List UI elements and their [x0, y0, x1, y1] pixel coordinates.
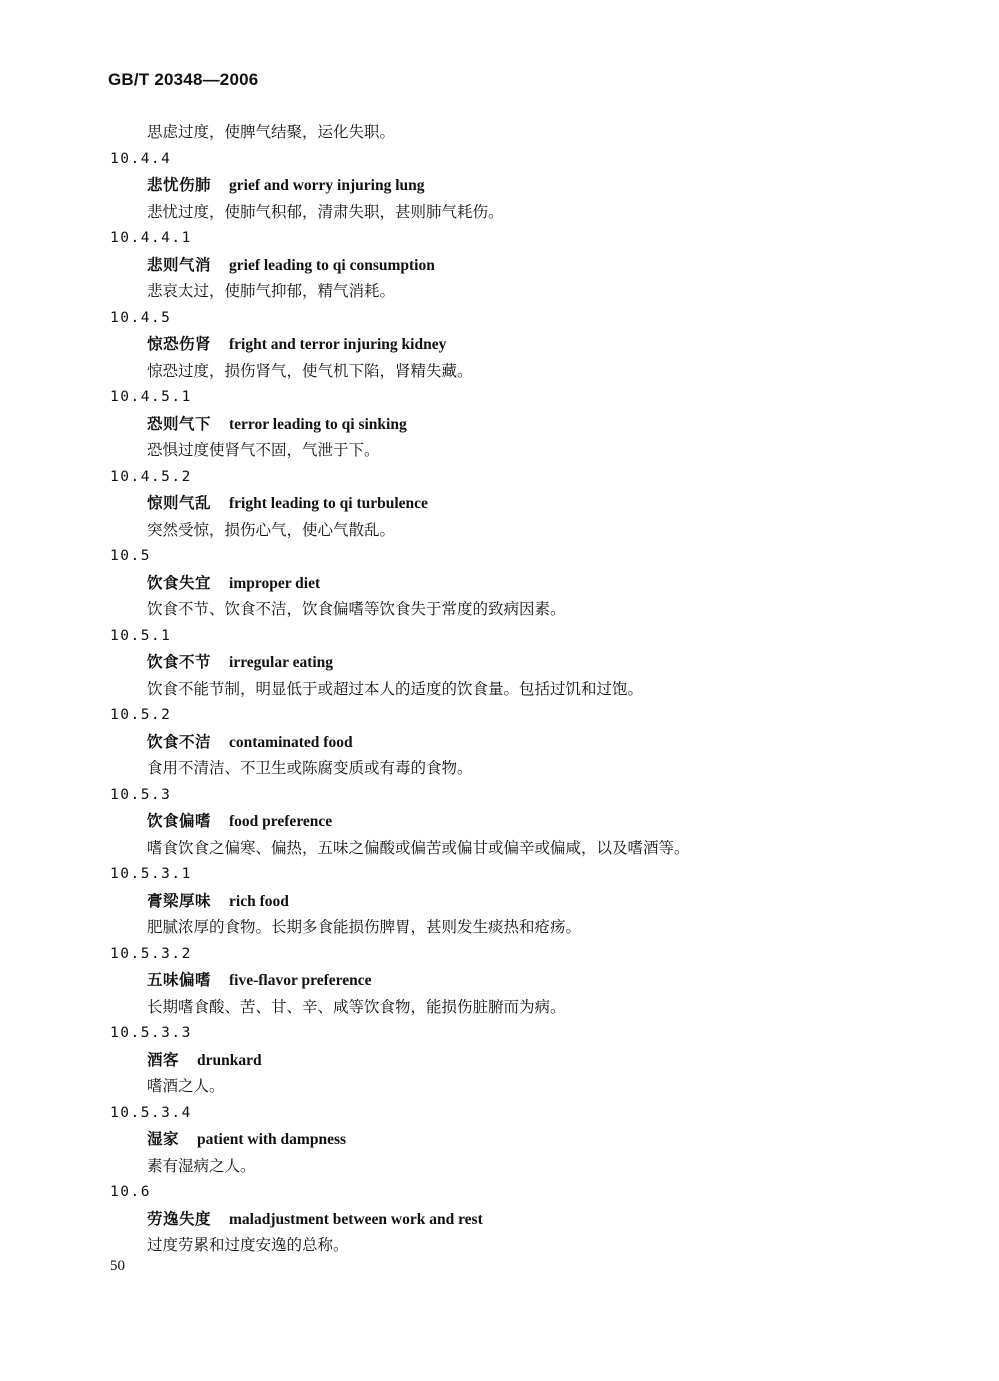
- term-entry: [0, 1179, 999, 1259]
- term-chinese: 饮食不洁: [147, 732, 212, 751]
- term-entry: [0, 146, 999, 226]
- term-entry: [0, 464, 999, 544]
- term-english: improper diet: [229, 574, 321, 592]
- entry-term: [0, 411, 999, 438]
- entry-term: [0, 490, 999, 517]
- entry-definition: 悲忧过度，使肺气积郁，清肃失职，甚则肺气耗伤。: [147, 202, 504, 221]
- term-entry: [0, 623, 999, 703]
- term-chinese: 膏梁厚味: [147, 891, 212, 910]
- term-chinese: 酒客: [147, 1050, 180, 1069]
- term-chinese: 饮食偏嗜: [147, 812, 212, 830]
- entry-term: [0, 172, 999, 199]
- term-chinese: 悲忧伤肺: [147, 176, 212, 194]
- term-english: maladjustment between work and rest: [229, 1210, 483, 1228]
- term-english: irregular eating: [229, 654, 334, 671]
- entry-term: [0, 967, 999, 994]
- term-entry: [0, 861, 999, 941]
- term-chinese: 饮食失宜: [147, 573, 212, 592]
- entry-number: 10.6: [110, 1184, 151, 1200]
- term-entry: [0, 1020, 999, 1100]
- entry-container: [0, 146, 999, 1259]
- entry-definition: 恐惧过度使肾气不固，气泄于下。: [147, 441, 380, 459]
- term-chinese: 饮食不节: [147, 653, 212, 671]
- entry-number: 10.5.1: [110, 627, 172, 644]
- entry-number: 10.4.5: [110, 309, 172, 326]
- entry-term: [0, 570, 999, 597]
- entry-number: 10.4.4: [110, 150, 172, 167]
- term-english: terror leading to qi sinking: [229, 415, 407, 433]
- term-chinese: 惊则气乱: [147, 494, 212, 512]
- term-chinese: 恐则气下: [147, 414, 212, 433]
- entry-definition: 素有湿病之人。: [147, 1156, 256, 1175]
- term-english: grief leading to qi consumption: [229, 256, 435, 274]
- term-english: fright and terror injuring kidney: [229, 336, 447, 353]
- term-english: food preference: [229, 813, 333, 830]
- entry-term: [0, 252, 999, 279]
- entry-definition: 饮食不节、饮食不洁，饮食偏嗜等饮食失于常度的致病因素。: [147, 600, 566, 618]
- entry-number: 10.4.4.1: [110, 230, 192, 246]
- term-english: patient with dampness: [197, 1131, 347, 1148]
- entry-definition: 突然受惊，损伤心气，使心气散乱。: [147, 520, 396, 539]
- entry-number: 10.5.2: [110, 707, 172, 723]
- entry-number: 10.5.3.1: [110, 866, 192, 882]
- entry-number: 10.4.5.2: [110, 468, 192, 485]
- term-english: five-flavor preference: [229, 972, 372, 989]
- entry-term: [0, 331, 999, 358]
- entry-number: 10.5.3.4: [110, 1104, 192, 1121]
- entry-definition: 饮食不能节制，明显低于或超过本人的适度的饮食量。包括过饥和过饱。: [147, 679, 644, 698]
- term-entry: [0, 782, 999, 862]
- intro-definition: 思虑过度，使脾气结聚，运化失职。: [147, 123, 396, 141]
- term-chinese: 劳逸失度: [147, 1209, 212, 1228]
- entry-definition: 肥腻浓厚的食物。长期多食能损伤脾胃，甚则发生痰热和疮疡。: [147, 918, 582, 936]
- term-chinese: 五味偏嗜: [147, 971, 212, 989]
- entry-number: 10.5.3: [110, 786, 172, 803]
- entry-definition: 过度劳累和过度安逸的总称。: [147, 1236, 349, 1254]
- term-entry: [0, 543, 999, 623]
- term-entry: [0, 225, 999, 305]
- term-english: grief and worry injuring lung: [229, 177, 425, 194]
- entry-number: 10.5.3.3: [110, 1025, 192, 1041]
- term-english: rich food: [229, 892, 289, 910]
- term-entry: [0, 305, 999, 385]
- entry-term: [0, 808, 999, 835]
- entry-definition: 嗜食饮食之偏寒、偏热，五味之偏酸或偏苦或偏甘或偏辛或偏咸，以及嗜酒等。: [147, 838, 690, 857]
- entry-definition: 悲哀太过，使肺气抑郁，精气消耗。: [147, 282, 396, 300]
- entry-definition: 长期嗜食酸、苦、甘、辛、咸等饮食物，能损伤脏腑而为病。: [147, 997, 566, 1016]
- entry-number: 10.5.3.2: [110, 945, 192, 962]
- page-number: 50: [110, 1258, 125, 1274]
- term-entry: [0, 702, 999, 782]
- document-header: GB/T 20348—2006: [108, 70, 259, 89]
- term-chinese: 惊恐伤肾: [147, 335, 212, 353]
- term-entry: [0, 1100, 999, 1180]
- entry-definition: 惊恐过度，损伤肾气，使气机下陷，肾精失藏。: [147, 361, 473, 380]
- entry-number: 10.4.5.1: [110, 389, 192, 405]
- entry-term: [0, 1206, 999, 1233]
- term-chinese: 湿家: [147, 1130, 180, 1148]
- entry-term: [0, 729, 999, 756]
- entry-definition: 食用不清洁、不卫生或陈腐变质或有毒的食物。: [147, 759, 473, 777]
- entry-definition: 嗜酒之人。: [147, 1077, 225, 1095]
- term-english: drunkard: [197, 1051, 262, 1069]
- entries-list: [0, 119, 999, 1259]
- entry-term: [0, 649, 999, 676]
- entry-term: [0, 888, 999, 915]
- term-english: contaminated food: [229, 733, 353, 751]
- entry-term: [0, 1126, 999, 1153]
- term-chinese: 悲则气消: [147, 255, 212, 274]
- entry-number: 10.5: [110, 548, 151, 564]
- entry-term: [0, 1047, 999, 1074]
- term-entry: [0, 384, 999, 464]
- term-entry: [0, 941, 999, 1021]
- term-english: fright leading to qi turbulence: [229, 495, 428, 512]
